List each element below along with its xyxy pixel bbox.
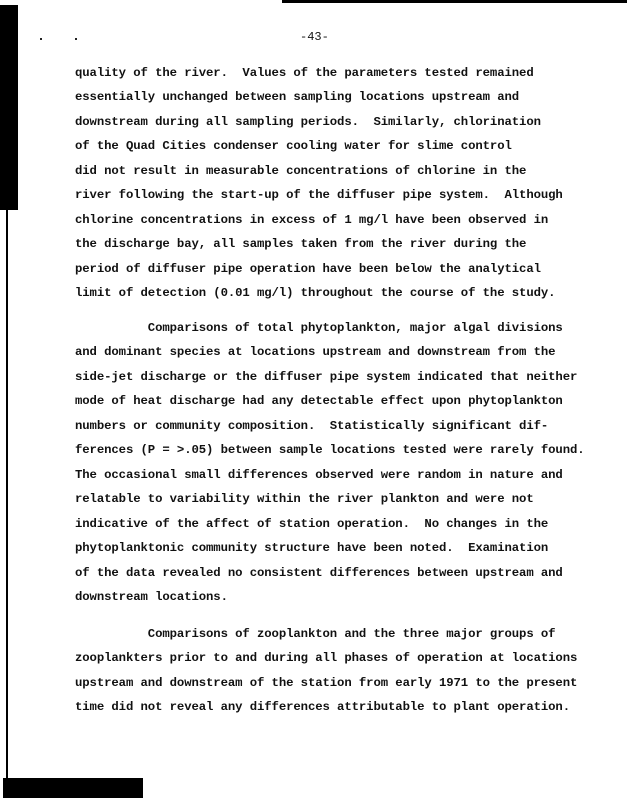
scan-speck bbox=[40, 38, 42, 40]
text-line: The occasional small differences observed were random in nature and bbox=[75, 467, 563, 482]
text-line: indicative of the affect of station operation. No changes in the bbox=[75, 516, 549, 531]
page-number: -43- bbox=[300, 30, 329, 44]
text-line: of the data revealed no consistent differences between upstream and bbox=[75, 565, 563, 580]
text-line: ferences (P = >.05) between sample locations tested were rarely found. bbox=[75, 443, 585, 458]
text-line: zooplankters prior to and during all phases of operation at locations bbox=[75, 651, 578, 666]
text-line: numbers or community composition. Statistically significant dif- bbox=[75, 418, 549, 433]
scan-edge-bottom bbox=[3, 778, 143, 798]
text-line: and dominant species at locations upstream and downstream from the bbox=[75, 345, 556, 360]
text-line: phytoplanktonic community structure have been noted. Examination bbox=[75, 541, 549, 556]
text-line: Comparisons of total phytoplankton, major algal divisions bbox=[75, 321, 563, 335]
scan-edge-top bbox=[282, 0, 627, 3]
text-line: chlorine concentrations in excess of 1 mg/l have been observed in bbox=[75, 212, 549, 227]
text-line: downstream locations. bbox=[75, 589, 228, 604]
text-line: time did not reveal any differences attributable to plant operation. bbox=[75, 700, 570, 715]
text-line: river following the start-up of the diffuser pipe system. Although bbox=[75, 188, 563, 203]
text-line: downstream during all sampling periods. Similarly, chlorination bbox=[75, 114, 541, 129]
text-line: of the Quad Cities condenser cooling water for slime control bbox=[75, 139, 512, 154]
text-line: upstream and downstream of the station from early 1971 to the present bbox=[75, 675, 578, 690]
text-line: did not result in measurable concentrations of chlorine in the bbox=[75, 163, 527, 178]
scan-edge-left bbox=[0, 5, 18, 210]
text-line: period of diffuser pipe operation have been below the analytical bbox=[75, 261, 541, 276]
text-line: Comparisons of zooplankton and the three major groups of bbox=[75, 627, 556, 641]
text-line: side-jet discharge or the diffuser pipe system indicated that neither bbox=[75, 369, 578, 384]
scan-speck bbox=[75, 38, 77, 40]
text-line: relatable to variability within the river plankton and were not bbox=[75, 492, 534, 507]
scan-edge-left-thin bbox=[6, 210, 8, 780]
text-line: essentially unchanged between sampling locations upstream and bbox=[75, 90, 520, 105]
text-line: the discharge bay, all samples taken from the river during the bbox=[75, 237, 527, 252]
text-line: quality of the river. Values of the parameters tested remained bbox=[75, 66, 534, 80]
text-line: mode of heat discharge had any detectable effect upon phytoplankton bbox=[75, 394, 563, 409]
text-line: limit of detection (0.01 mg/l) throughout the course of the study. bbox=[75, 286, 556, 301]
